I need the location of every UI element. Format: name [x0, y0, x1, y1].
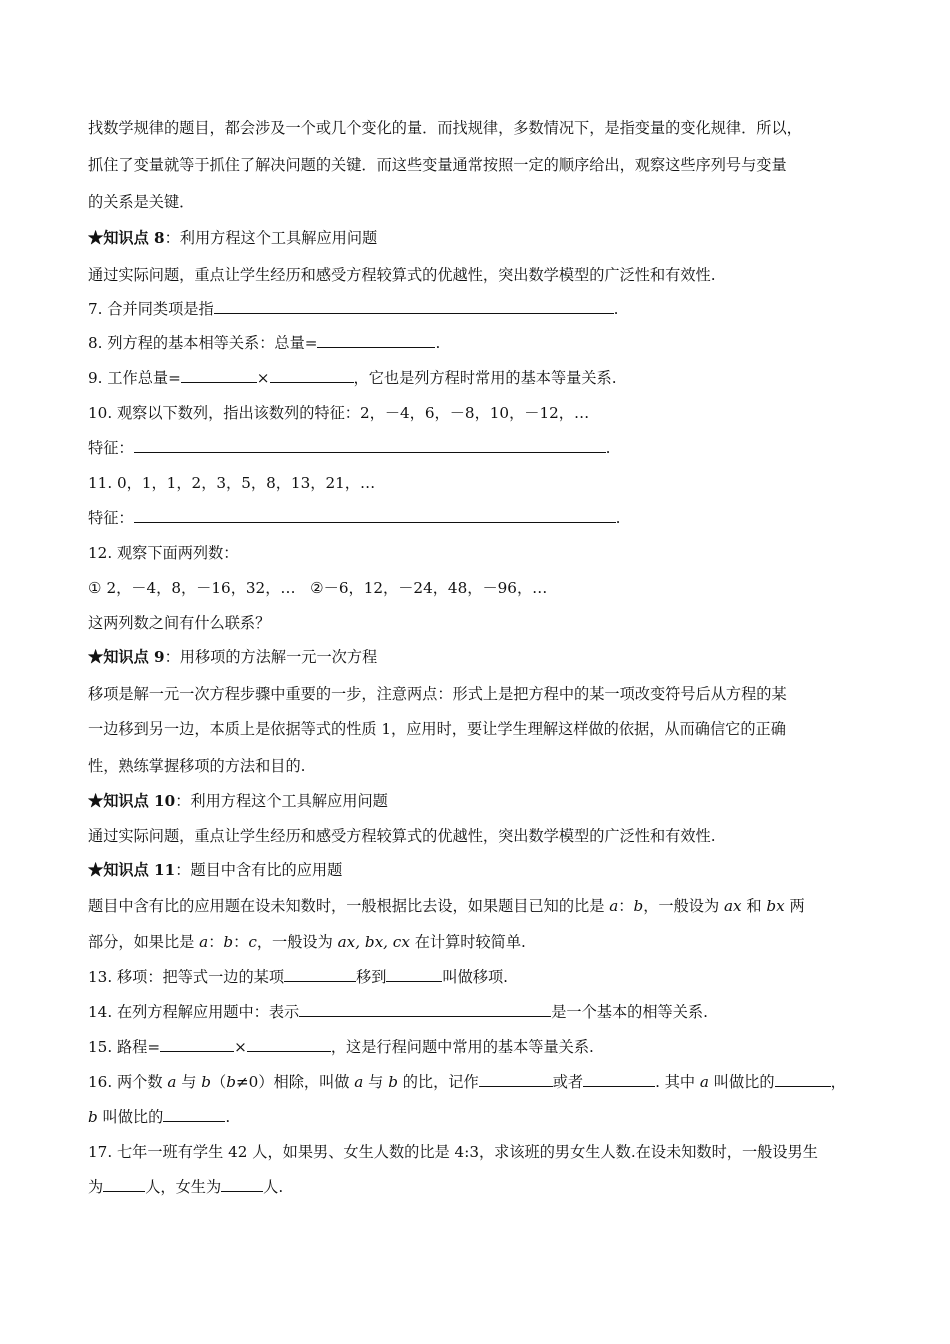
- q16-blank-1[interactable]: [479, 1071, 553, 1087]
- kp8-label: ★知识点 8: [88, 229, 165, 247]
- var-a: a: [167, 1073, 177, 1091]
- q9-blank-2[interactable]: [270, 367, 354, 383]
- var-b: b: [388, 1073, 398, 1091]
- question-11: 11. 0，1，1，2，3，5，8，13，21，…: [88, 474, 376, 492]
- question-9: [88, 367, 617, 389]
- q16-paren: （: [211, 1073, 227, 1091]
- var-a: a: [699, 1073, 709, 1091]
- q16-called: 叫做比的: [708, 1073, 775, 1091]
- q13-tail: 叫做移项.: [442, 968, 508, 986]
- q16-comma: ，: [830, 1073, 846, 1091]
- kp11-title: ：题目中含有比的应用题: [175, 861, 343, 879]
- q15-times: ×: [234, 1038, 247, 1056]
- kp11-l1-tail: 两: [784, 897, 805, 915]
- question-14: [88, 1001, 708, 1023]
- kp8-title: ：利用方程这个工具解应用问题: [164, 229, 378, 247]
- kp11-line-1: [88, 895, 805, 917]
- q14-tail: 是一个基本的相等关系.: [551, 1003, 708, 1021]
- q9-label: 9. 工作总量=: [88, 369, 181, 387]
- var-a: a: [609, 897, 619, 915]
- colon: ：: [618, 897, 634, 915]
- q11-end: .: [615, 509, 621, 527]
- q17-tail: 人.: [263, 1178, 284, 1196]
- q17-for: 为: [88, 1178, 104, 1196]
- q10-feature-line: [88, 437, 610, 459]
- q16-where: . 其中: [655, 1073, 700, 1091]
- q15-blank-2[interactable]: [247, 1036, 331, 1052]
- kp10-title: ：利用方程这个工具解应用问题: [175, 792, 388, 810]
- q11-blank[interactable]: [134, 507, 616, 523]
- colon: ：: [233, 933, 249, 951]
- kp11-and: 和: [741, 897, 767, 915]
- knowledge-point-9-heading: [88, 646, 377, 668]
- kp9-line-1: 移项是解一元一次方程步骤中重要的一步，注意两点：形式上是把方程中的某一项改变符号后从方程的某: [88, 685, 787, 703]
- question-12: 12. 观察下面两列数：: [88, 544, 239, 562]
- q14-blank[interactable]: [299, 1001, 551, 1017]
- kp11-l2-text: 部分，如果比是: [88, 933, 200, 951]
- kp10-description: 通过实际问题，重点让学生经历和感受方程较算式的优越性，突出数学模型的广泛性和有效性.: [88, 827, 716, 845]
- q7-end: .: [613, 300, 619, 318]
- var-a: a: [354, 1073, 364, 1091]
- q16-and: 与: [176, 1073, 202, 1091]
- q16-and: 与: [363, 1073, 389, 1091]
- q9-tail: ，它也是列方程时常用的基本等量关系.: [353, 369, 617, 387]
- var-b: b: [201, 1073, 212, 1091]
- question-8: [88, 332, 440, 354]
- var-b: b: [223, 933, 234, 951]
- q8-text: 8. 列方程的基本相等关系：总量=: [88, 334, 318, 352]
- kp11-l1-mid: ，一般设为: [643, 897, 724, 915]
- q13-blank-1[interactable]: [284, 966, 356, 982]
- q16-end: .: [225, 1108, 231, 1126]
- q13-text: 13. 移项：把等式一边的某项: [88, 968, 285, 986]
- knowledge-point-11-heading: [88, 859, 342, 881]
- q16-blank-4[interactable]: [163, 1106, 225, 1122]
- q13-mid: 移到: [356, 968, 387, 986]
- question-10: 10. 观察以下数列，指出该数列的特征：2，－4，6，－8，10，－12，…: [88, 404, 590, 422]
- expr-ax-bx-cx: ax, bx, cx: [337, 933, 410, 951]
- knowledge-point-8-heading: [88, 227, 377, 249]
- q17-line-2: [88, 1176, 283, 1198]
- q16-blank-3[interactable]: [775, 1071, 831, 1087]
- kp9-title: ：用移项的方法解一元一次方程: [164, 648, 378, 666]
- q8-blank[interactable]: [317, 332, 435, 348]
- intro-line-1: 找数学规律的题目，都会涉及一个或几个变化的量．而找规律，多数情况下，是指变量的变化规律．所以，: [88, 119, 802, 137]
- q16-text: 16. 两个数: [88, 1073, 168, 1091]
- q15-label: 15. 路程=: [88, 1038, 161, 1056]
- q14-text: 14. 在列方程解应用题中：表示: [88, 1003, 300, 1021]
- kp11-line-2: [88, 931, 526, 953]
- question-7: [88, 298, 618, 320]
- kp9-line-3: 性，熟练掌握移项的方法和目的.: [88, 757, 306, 775]
- q10-feature-label: 特征：: [88, 439, 134, 457]
- q16-blank-2[interactable]: [583, 1071, 655, 1087]
- question-13: [88, 966, 508, 988]
- kp11-l2-tail: 在计算时较简单.: [409, 933, 526, 951]
- kp8-description: 通过实际问题，重点让学生经历和感受方程较算式的优越性，突出数学模型的广泛性和有效性.: [88, 266, 716, 284]
- var-b: b: [633, 897, 644, 915]
- kp11-label: ★知识点 11: [88, 861, 176, 879]
- q11-feature-label: 特征：: [88, 509, 134, 527]
- intro-line-3: 的关系是关键．: [88, 193, 195, 211]
- var-a: a: [199, 933, 209, 951]
- colon: ：: [208, 933, 224, 951]
- q7-blank[interactable]: [214, 298, 614, 314]
- q10-end: .: [605, 439, 611, 457]
- expr-bx: bx: [766, 897, 785, 915]
- q9-times: ×: [256, 369, 270, 387]
- q15-tail: ，这是行程问题中常用的基本等量关系.: [330, 1038, 594, 1056]
- question-16: [88, 1071, 846, 1093]
- var-c: c: [248, 933, 257, 951]
- q16-or: 或者: [552, 1073, 584, 1091]
- intro-line-2: 抓住了变量就等于抓住了解决问题的关键．而这些变量通常按照一定的顺序给出，观察这些序列号与变量: [88, 156, 787, 174]
- kp9-label: ★知识点 9: [88, 648, 165, 666]
- expr-ax: ax: [723, 897, 742, 915]
- kp9-line-2: 一边移到另一边，本质上是依据等式的性质 1，应用时，要让学生理解这样做的依据，从而确信它的正确: [88, 720, 786, 738]
- q16-neq: ≠0）相除，叫做: [235, 1073, 355, 1091]
- q13-blank-2[interactable]: [386, 966, 442, 982]
- q16-line-2: [88, 1106, 230, 1128]
- q11-feature-line: [88, 507, 620, 529]
- q7-text: 7. 合并同类项是指: [88, 300, 214, 318]
- q15-blank-1[interactable]: [160, 1036, 234, 1052]
- question-15: [88, 1036, 594, 1058]
- q12-sequences: ① 2，－4，8，－16，32，… ②－6，12，－24，48，－96，…: [88, 579, 548, 597]
- q9-blank-1[interactable]: [181, 367, 257, 383]
- kp10-label: ★知识点 10: [88, 792, 176, 810]
- kp11-l1-text: 题目中含有比的应用题在设未知数时，一般根据比去设，如果题目已知的比是: [88, 897, 610, 915]
- kp11-l2-mid: ，一般设为: [256, 933, 338, 951]
- var-b: b: [88, 1108, 98, 1126]
- q16-l2-text: 叫做比的: [97, 1108, 164, 1126]
- q17-blank-2[interactable]: [221, 1176, 263, 1192]
- var-b: b: [226, 1073, 236, 1091]
- knowledge-point-10-heading: [88, 790, 388, 812]
- q10-blank[interactable]: [134, 437, 606, 453]
- q8-end: .: [435, 334, 441, 352]
- q12-question: 这两列数之间有什么联系？: [88, 614, 271, 632]
- question-17: 17. 七年一班有学生 42 人，如果男、女生人数的比是 4:3，求该班的男女生人数.在设未知数时，一般设男生: [88, 1143, 818, 1161]
- q17-mid: 人，女生为: [145, 1178, 222, 1196]
- q16-ratio-text: 的比，记作: [397, 1073, 479, 1091]
- q17-blank-1[interactable]: [103, 1176, 145, 1192]
